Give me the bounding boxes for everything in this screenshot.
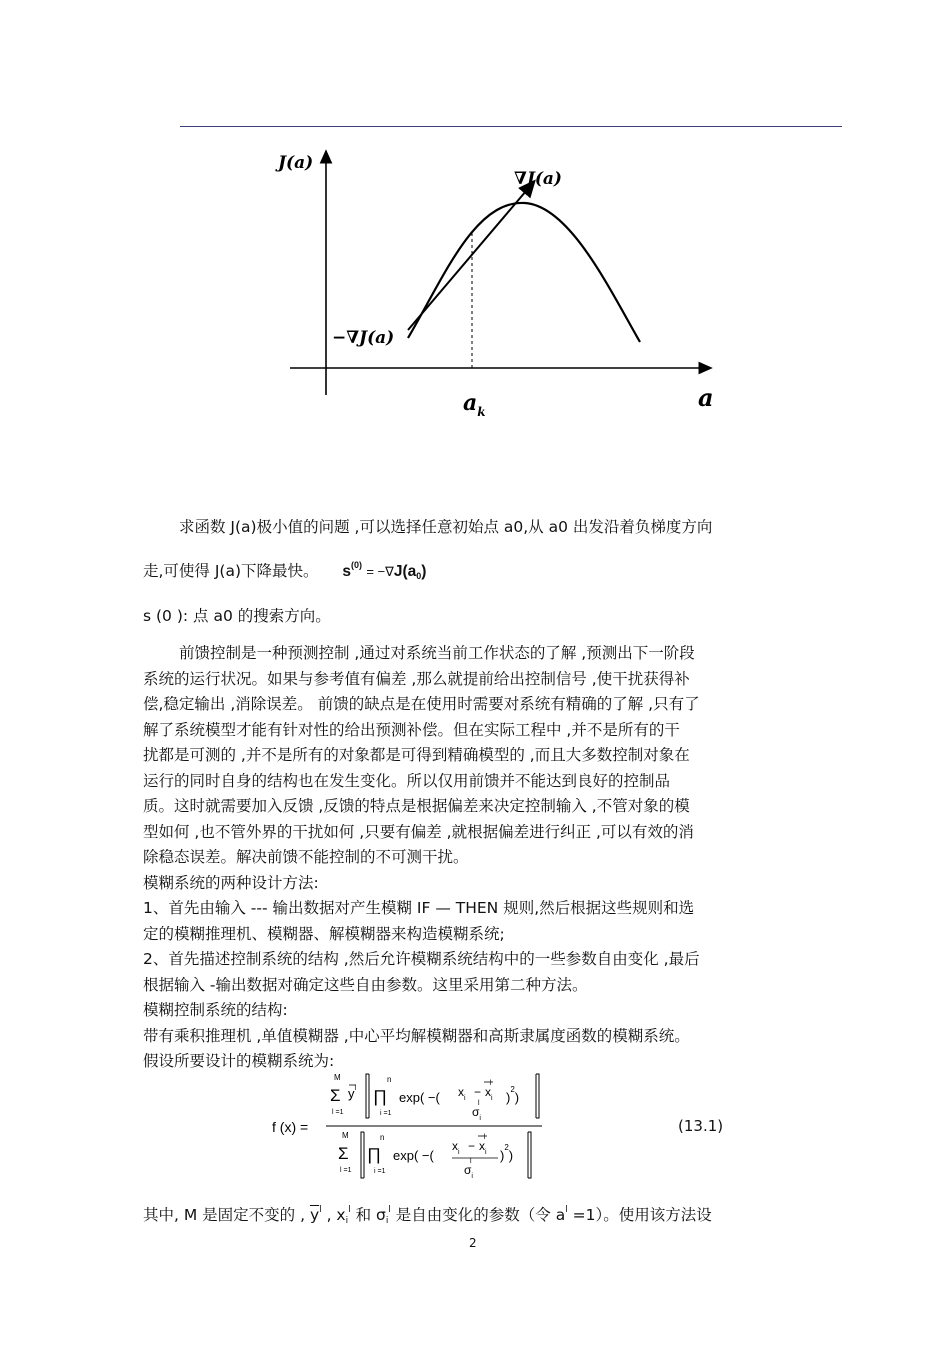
- gradient-figure: [270, 140, 730, 440]
- svg-text:l =1: l =1: [332, 1109, 344, 1116]
- method-1-line: 1、首先由输入 --- 输出数据对产生模糊 IF — THEN 规则,然后根据这些规则和选: [143, 899, 695, 917]
- svg-text:xi: $x_i$: [452, 1139, 460, 1156]
- section-heading: 模糊系统的两种设计方法:: [143, 873, 319, 892]
- fuzzy-system-equation: [268, 1068, 558, 1184]
- body-line: 型如何 ,也不管外界的干扰如何 ,只要有偏差 ,就根据偏差进行纠正 ,可以有效的消: [143, 822, 694, 841]
- method-2-line: 2、首先描述控制系统的结构 ,然后允许模糊系统结构中的一些参数自由变化 ,最后: [143, 950, 700, 968]
- svg-text:)2): )$^2$): [506, 1085, 520, 1105]
- intro-line-2: [143, 553, 808, 590]
- neg-gradient-label: −∇J(a): [332, 328, 395, 348]
- gradient-label: ∇J(a): [514, 169, 562, 189]
- svg-text:σil: $\sigma_il$: [472, 1100, 481, 1122]
- header-rule: [180, 126, 842, 127]
- svg-text:−: −: [468, 1139, 476, 1153]
- svg-text:l =1: l =1: [340, 1167, 352, 1174]
- body-line: 系统的运行状况。如果与参考值有偏差 ,那么就提前给出控制信号 ,使干扰获得补: [143, 669, 690, 688]
- body-text: [143, 641, 808, 1075]
- svg-text:exp( −(: exp( −(: [399, 1090, 440, 1105]
- svg-text:Σ: Σ: [338, 1144, 349, 1163]
- svg-text:exp( −(: exp( −(: [393, 1148, 434, 1163]
- body-line: 质。这时就需要加入反馈 ,反馈的特点是根据偏差来决定控制输入 ,不管对象的模: [143, 797, 690, 815]
- section-heading: 模糊控制系统的结构:: [143, 1001, 288, 1019]
- svg-text:)2): )$^2$): [500, 1143, 514, 1163]
- svg-text:n: n: [380, 1133, 385, 1142]
- y-axis-label: J(a): [278, 153, 314, 173]
- svg-text:xi: $x_i$: [458, 1085, 466, 1102]
- body-line: 偿,稳定输出 ,消除误差。 前馈的缺点是在使用时需要对系统有精确的了解 ,只有了: [143, 695, 700, 713]
- equation-lhs: f (x) =: [272, 1119, 309, 1135]
- svg-text:−: −: [474, 1085, 482, 1099]
- intro-line-2-text: 走,可使得 J(a)下降最快。: [143, 562, 319, 580]
- intro-paragraph: [143, 515, 808, 541]
- function-curve: [408, 203, 640, 342]
- method-2-line: 根据输入 -输出数据对确定这些自由参数。这里采用第二种方法。: [143, 975, 588, 994]
- svg-text:i =1: i =1: [374, 1168, 386, 1175]
- body-line: 扰都是可测的 ,并不是所有的对象都是可得到精确模型的 ,而且大多数控制对象在: [143, 746, 690, 764]
- intro-line-1: 求函数 J(a)极小值的问题 ,可以选择任意初始点 a0,从 a0 出发沿着负梯度方向: [179, 518, 713, 536]
- svg-text:∏: ∏: [373, 1087, 387, 1106]
- body-line: 解了系统模型才能有针对性的给出预测补偿。但在实际工程中 ,并不是所有的干: [143, 720, 680, 739]
- svg-text:M: M: [342, 1131, 349, 1140]
- svg-text:xil: $x_il$: [479, 1134, 487, 1156]
- body-line: 前馈控制是一种预测控制 ,通过对系统当前工作状态的了解 ,预测出下一阶段: [179, 644, 695, 662]
- ak-label: $a_k$: [463, 390, 486, 419]
- s0-definition: s (0 ): 点 a0 的搜索方向。: [143, 607, 331, 625]
- parameter-description: 其中, M 是固定不变的 , $\overline{y}^l$ , $x_i^l$ 和 $\sigma_i^l$ 是自由变化的参数（令 $a^l =1$）。使用该方法设: [143, 1205, 712, 1226]
- body-line: 运行的同时自身的结构也在发生变化。所以仅用前馈并不能达到良好的控制品: [143, 771, 671, 790]
- svg-text:∏: ∏: [367, 1145, 381, 1164]
- body-line: 带有乘积推理机 ,单值模糊器 ,中心平均解模糊器和高斯隶属度函数的模糊系统。: [143, 1026, 690, 1045]
- svg-text:yl: $y^l$: [348, 1085, 357, 1101]
- svg-text:σil: $\sigma_il$: [464, 1158, 473, 1180]
- svg-text:n: n: [387, 1075, 392, 1084]
- svg-text:i =1: i =1: [380, 1110, 392, 1117]
- body-line: 除稳态误差。解决前馈不能控制的不可测干扰。: [143, 848, 469, 866]
- svg-text:Σ: Σ: [330, 1086, 341, 1105]
- search-direction-formula: $s^{(0)} = -\nabla J(a_0)$: [342, 560, 427, 581]
- method-1-line: 定的模糊推理机、模糊器、解模糊器来构造模糊系统;: [143, 924, 505, 943]
- gradient-tangent-line: [408, 184, 532, 330]
- body-line: 假设所要设计的模糊系统为:: [143, 1052, 335, 1070]
- page-number: 2: [469, 1236, 477, 1250]
- equation-number: (13.1): [678, 1117, 724, 1135]
- svg-text:M: M: [334, 1073, 341, 1082]
- svg-text:xil: $x_il$: [485, 1080, 493, 1102]
- x-axis-label: a: [698, 383, 714, 412]
